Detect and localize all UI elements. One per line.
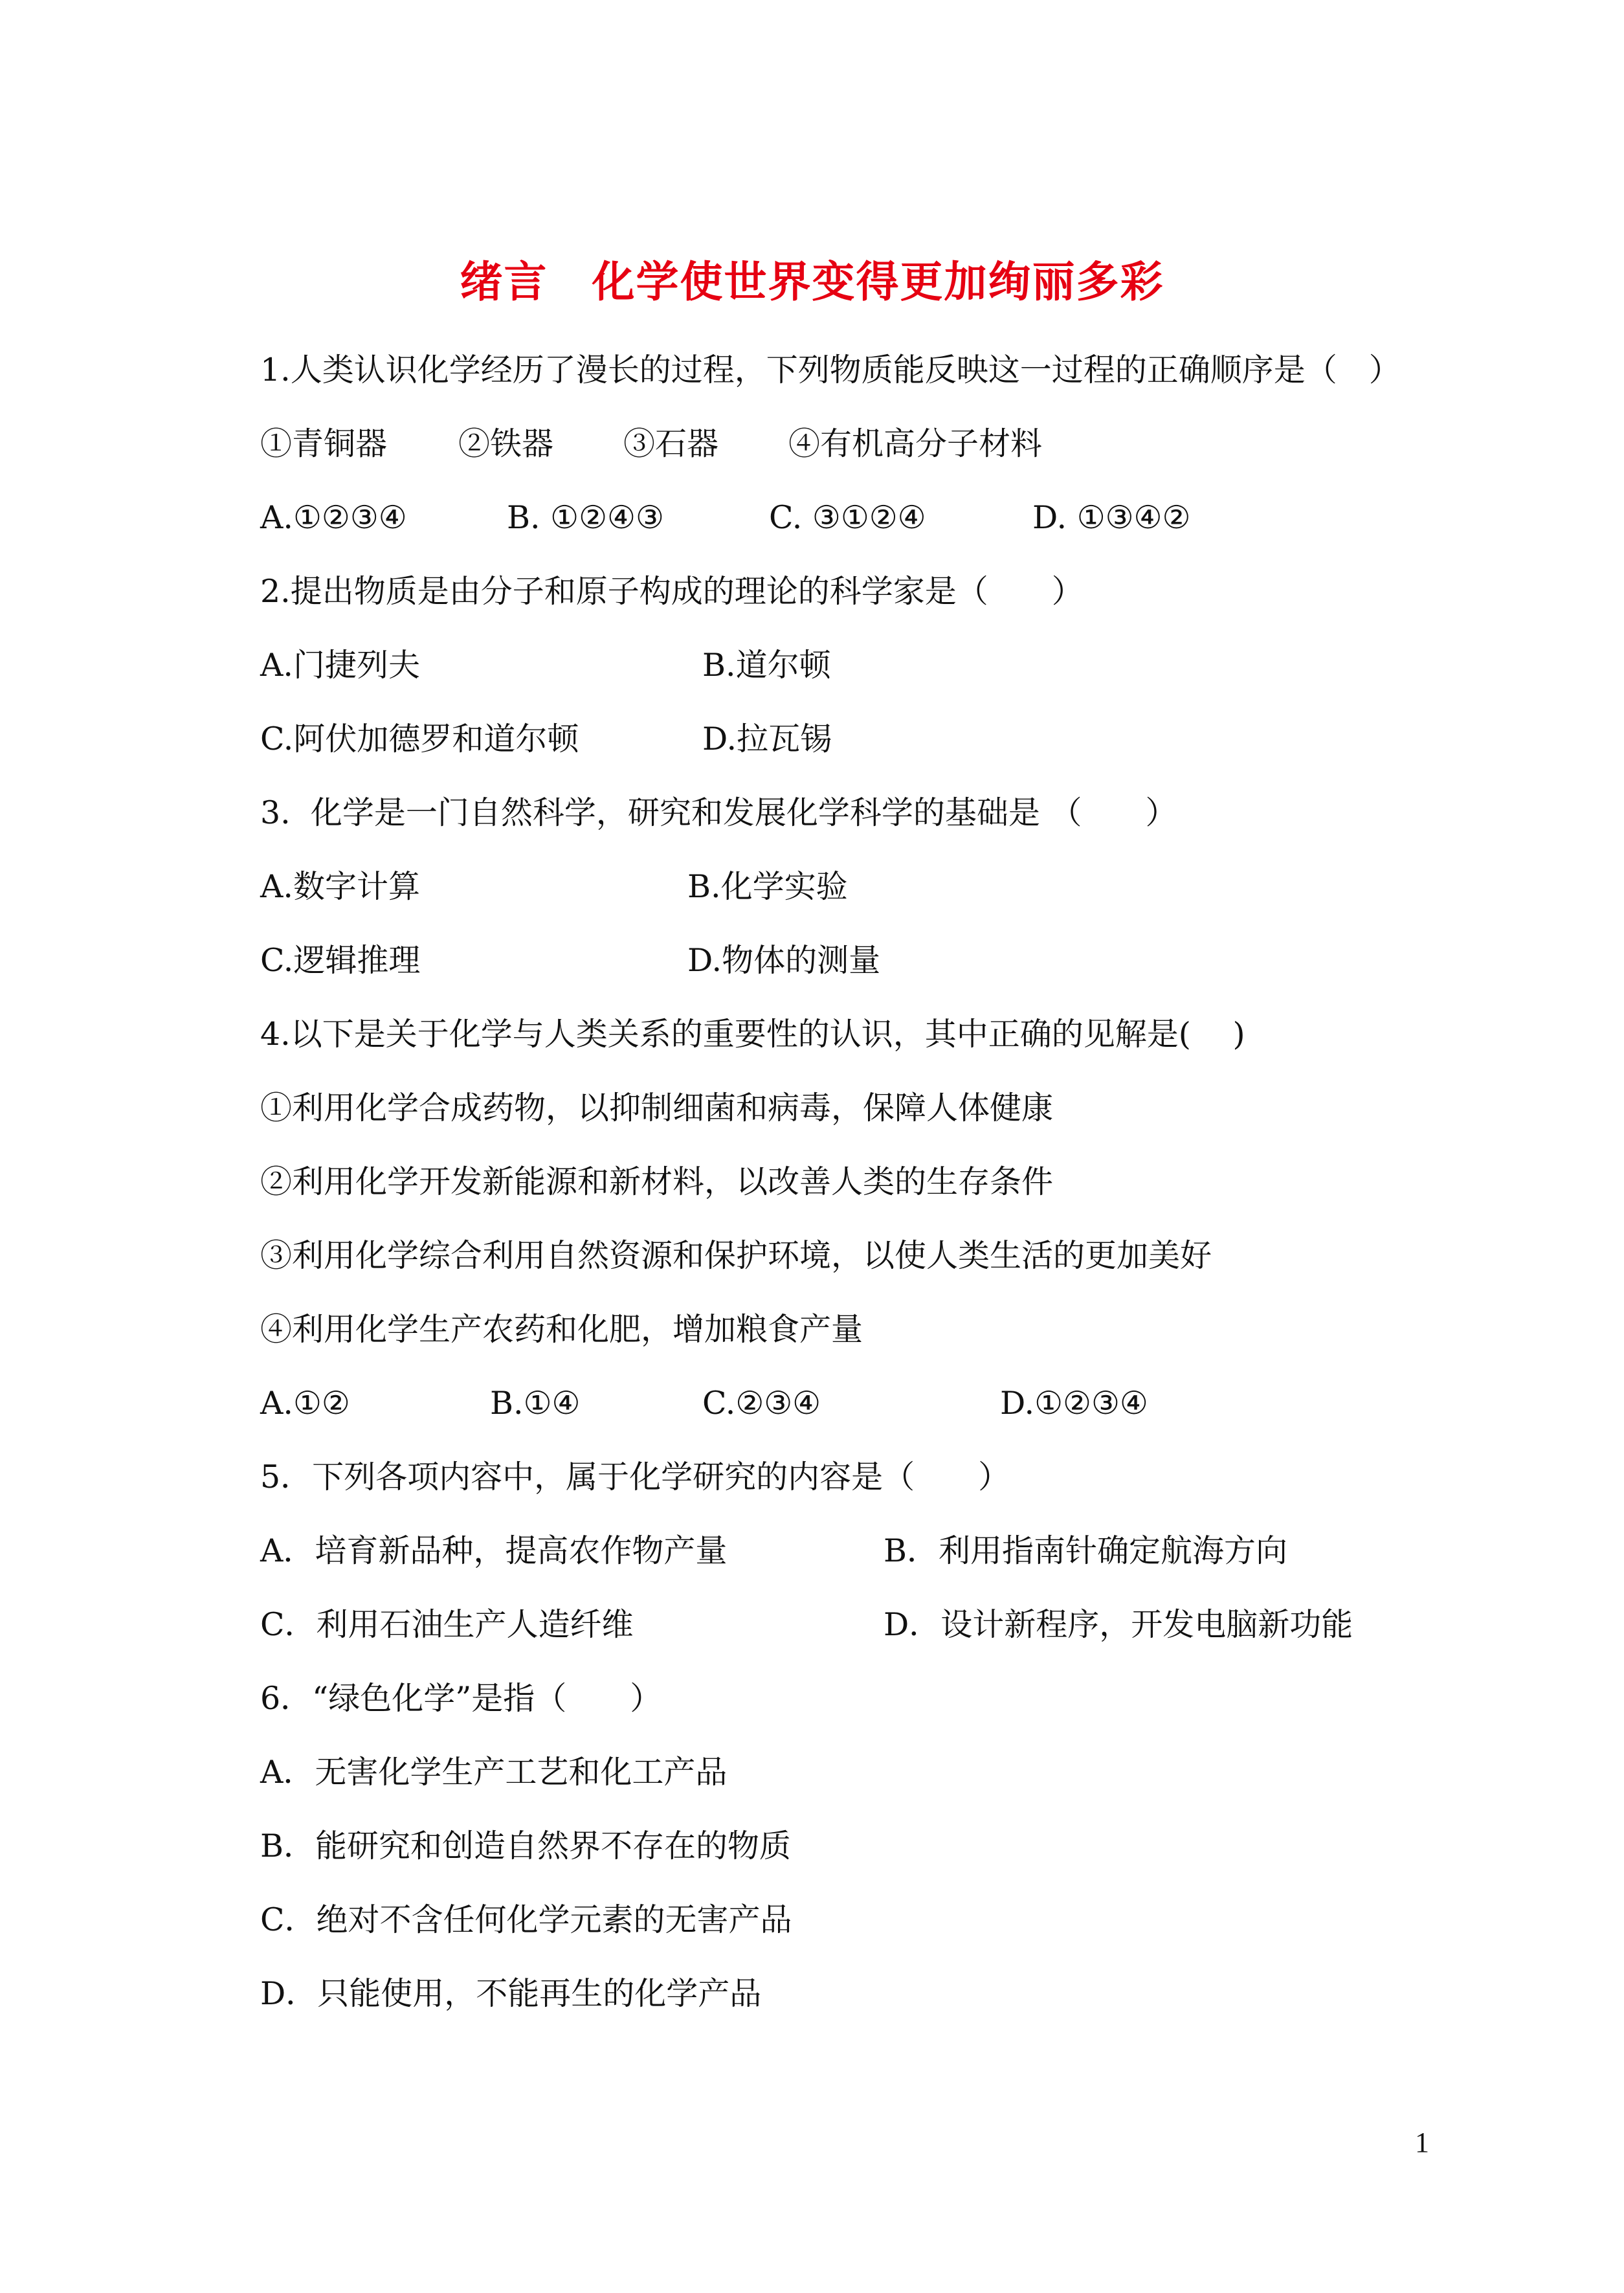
- question-4-statement-4: ④利用化学生产农药和化肥，增加粮食产量: [260, 1311, 863, 1348]
- question-5-option-d: D．设计新程序，开发电脑新功能: [884, 1606, 1353, 1643]
- page-title: 绪言 化学使世界变得更加绚丽多彩: [460, 257, 1164, 307]
- question-2-option-a: A.门捷列夫: [260, 647, 420, 684]
- question-4-option-b: B.①④: [490, 1385, 581, 1422]
- question-4-option-a: A.①②: [260, 1385, 350, 1422]
- question-3-option-b: B.化学实验: [687, 868, 848, 905]
- question-1-option-c: C. ③①②④: [769, 499, 926, 536]
- question-2-option-b: B.道尔顿: [702, 647, 831, 684]
- question-1-option-d: D. ①③④②: [1032, 499, 1191, 536]
- question-4-statement-2: ②利用化学开发新能源和新材料，以改善人类的生存条件: [260, 1163, 1054, 1200]
- question-3-option-c: C.逻辑推理: [260, 942, 421, 979]
- question-6-option-b: B．能研究和创造自然界不存在的物质: [260, 1828, 792, 1864]
- question-2-option-c: C.阿伏加德罗和道尔顿: [260, 721, 579, 757]
- question-6-option-a: A．无害化学生产工艺和化工产品: [260, 1754, 728, 1791]
- question-5-option-c: C．利用石油生产人造纤维: [260, 1606, 634, 1643]
- question-1-item-1: ①青铜器: [260, 425, 388, 462]
- question-1-item-3: ③石器: [623, 425, 719, 462]
- question-4-statement-1: ①利用化学合成药物，以抑制细菌和病毒，保障人体健康: [260, 1090, 1054, 1126]
- question-4-option-c: C.②③④: [702, 1385, 821, 1422]
- question-2-option-d: D.拉瓦锡: [702, 721, 832, 757]
- question-4-statement-3: ③利用化学综合利用自然资源和保护环境，以使人类生活的更加美好: [260, 1237, 1212, 1274]
- question-3-stem: 3. 化学是一门自然科学，研究和发展化学科学的基础是 （ ）: [260, 794, 1177, 831]
- question-6-stem: 6．“绿色化学”是指（ ）: [260, 1680, 662, 1717]
- question-1-item-4: ④有机高分子材料: [788, 425, 1043, 462]
- question-5-option-b: B．利用指南针确定航海方向: [884, 1532, 1288, 1569]
- question-5-stem: 5．下列各项内容中，属于化学研究的内容是（ ）: [260, 1459, 1010, 1495]
- question-4-option-d: D.①②③④: [1000, 1385, 1148, 1422]
- page-number: 1: [1415, 2127, 1429, 2158]
- question-5-option-a: A．培育新品种，提高农作物产量: [260, 1532, 728, 1569]
- question-3-option-a: A.数字计算: [260, 868, 420, 905]
- question-3-option-d: D.物体的测量: [687, 942, 881, 979]
- question-6-option-d: D．只能使用，不能再生的化学产品: [260, 1975, 762, 2012]
- question-1-option-a: A.①②③④: [260, 499, 407, 536]
- question-1-item-2: ②铁器: [458, 425, 554, 462]
- question-4-stem: 4.以下是关于化学与人类关系的重要性的认识，其中正确的见解是( ): [260, 1016, 1245, 1053]
- question-1-option-b: B. ①②④③: [507, 499, 664, 536]
- question-1-stem: 1.人类认识化学经历了漫长的过程，下列物质能反映这一过程的正确顺序是（ ）: [260, 352, 1401, 388]
- question-6-option-c: C．绝对不含任何化学元素的无害产品: [260, 1901, 792, 1938]
- question-2-stem: 2.提出物质是由分子和原子构成的理论的科学家是（ ）: [260, 573, 1084, 610]
